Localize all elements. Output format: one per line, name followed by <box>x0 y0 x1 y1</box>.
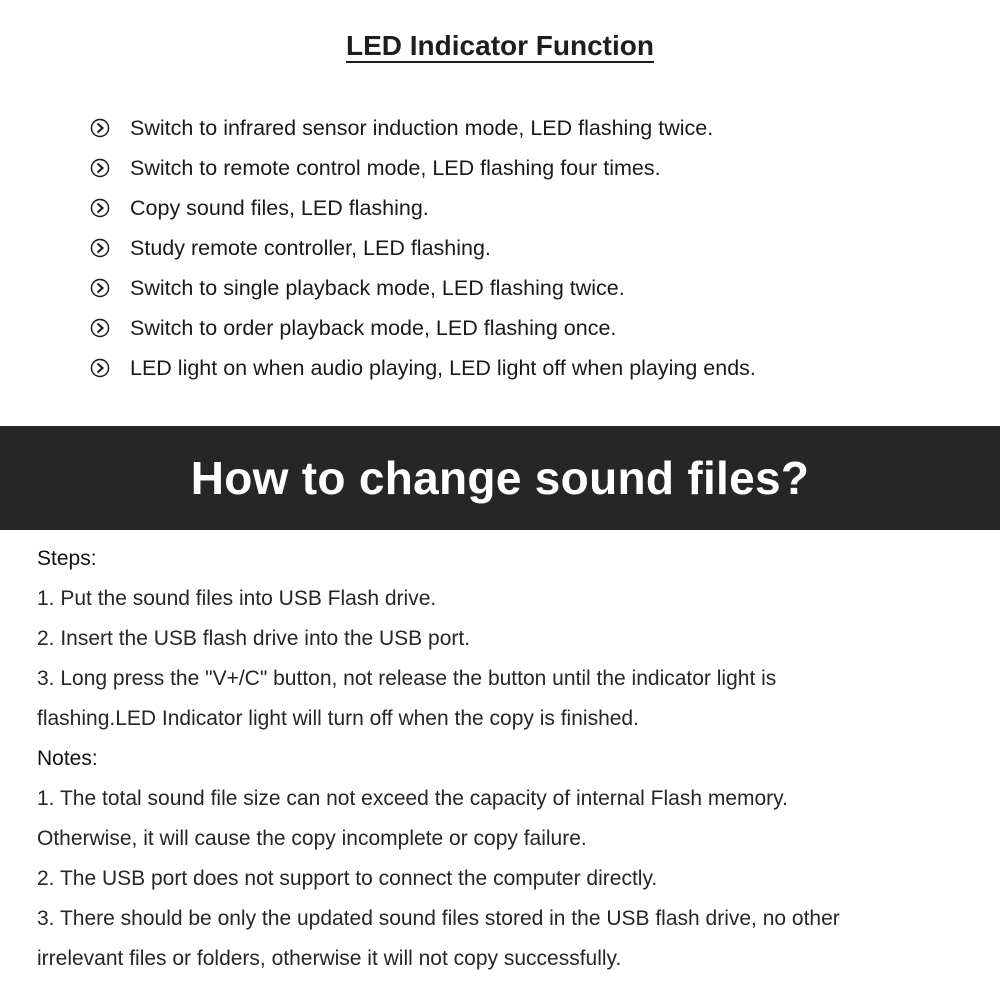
note-line: 3. There should be only the updated sound files stored in the USB flash drive, no other <box>37 907 840 930</box>
led-list-item <box>90 108 756 148</box>
led-list-item <box>90 308 756 348</box>
step-line: 1. Put the sound files into USB Flash drive. <box>37 587 437 610</box>
led-list-item-text: Switch to order playback mode, LED flashing once. <box>130 315 617 340</box>
led-list-item <box>90 188 756 228</box>
led-list-item <box>90 148 756 188</box>
led-list-item-text: Switch to single playback mode, LED flashing twice. <box>130 275 625 300</box>
circled-chevron-right-icon <box>90 278 110 298</box>
led-list-item-text: Study remote controller, LED flashing. <box>130 235 491 260</box>
led-section-title <box>0 30 1000 62</box>
led-list-item <box>90 228 756 268</box>
note-line: irrelevant files or folders, otherwise it will not copy successfully. <box>37 947 622 970</box>
note-line: Otherwise, it will cause the copy incomplete or copy failure. <box>37 827 587 850</box>
led-list-item-text: Switch to infrared sensor induction mode, LED flashing twice. <box>130 115 714 140</box>
step-line: 3. Long press the "V+/C" button, not release the button until the indicator light is <box>37 667 777 690</box>
steps-heading: Steps: <box>37 547 97 570</box>
notes-heading: Notes: <box>37 747 98 770</box>
led-list-item <box>90 268 756 308</box>
step-line: 2. Insert the USB flash drive into the USB port. <box>37 627 471 650</box>
circled-chevron-right-icon <box>90 198 110 218</box>
led-list-item <box>90 348 756 388</box>
instructions-body <box>37 539 977 979</box>
circled-chevron-right-icon <box>90 318 110 338</box>
led-section-title-text: LED Indicator Function <box>346 30 654 61</box>
note-line: 1. The total sound file size can not exceed the capacity of internal Flash memory. <box>37 787 788 810</box>
circled-chevron-right-icon <box>90 118 110 138</box>
note-line: 2. The USB port does not support to connect the computer directly. <box>37 867 658 890</box>
circled-chevron-right-icon <box>90 158 110 178</box>
circled-chevron-right-icon <box>90 358 110 378</box>
led-function-list <box>90 108 756 388</box>
circled-chevron-right-icon <box>90 238 110 258</box>
led-list-item-text: Copy sound files, LED flashing. <box>130 195 429 220</box>
step-line: flashing.LED Indicator light will turn off when the copy is finished. <box>37 707 639 730</box>
led-list-item-text: Switch to remote control mode, LED flashing four times. <box>130 155 661 180</box>
led-list-item-text: LED light on when audio playing, LED light off when playing ends. <box>130 355 756 380</box>
section-banner <box>0 426 1000 530</box>
banner-title: How to change sound files? <box>190 452 810 504</box>
